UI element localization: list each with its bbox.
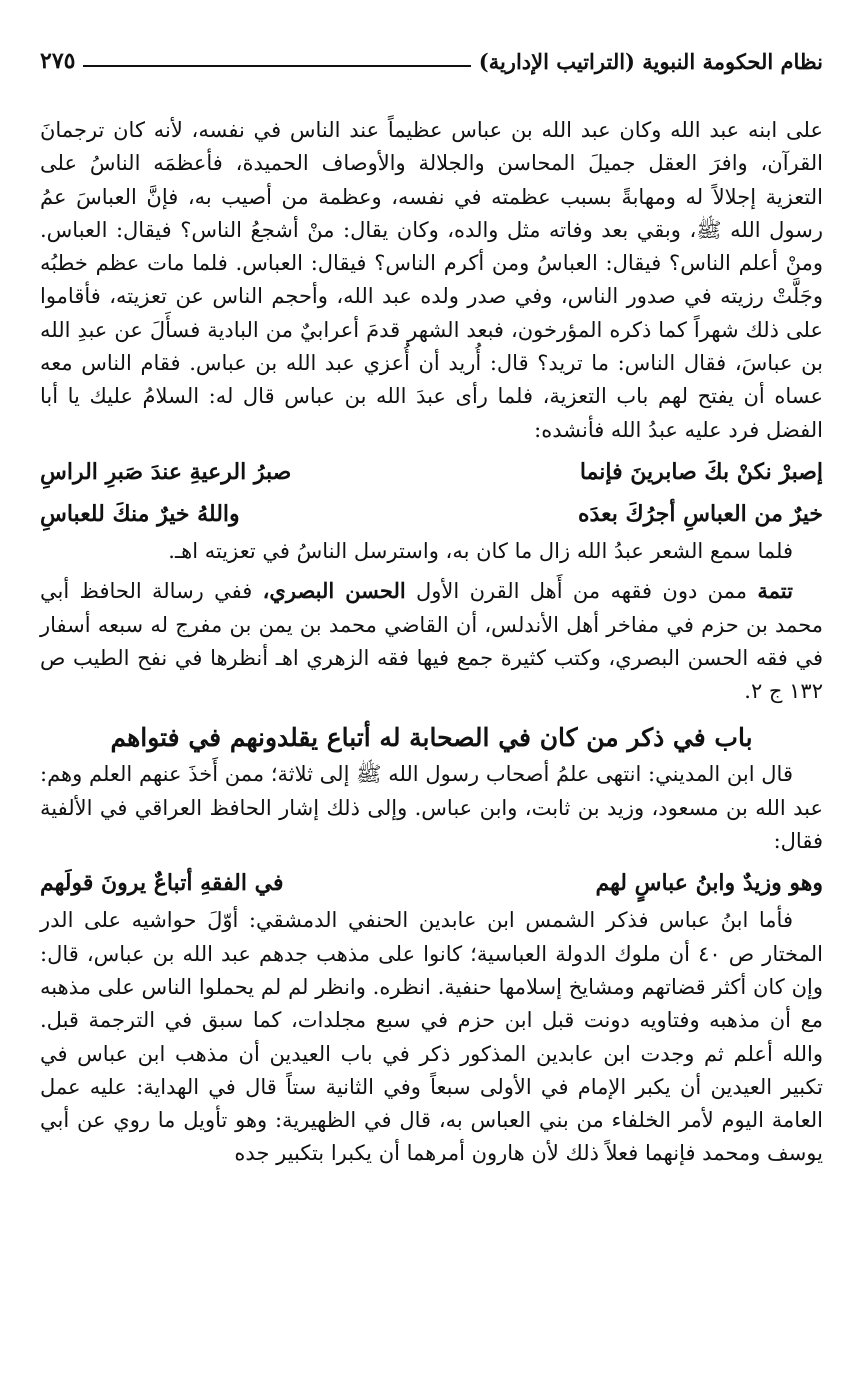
verse-line — [40, 862, 823, 904]
section-heading: باب في ذكر من كان في الصحابة له أتباع يقلدونهم في فتواهم — [110, 723, 753, 753]
verse-first-hemistich: إصبرْ نكنْ بكَ صابرينَ فإنما — [579, 458, 823, 485]
paragraph-tatimma — [40, 574, 823, 708]
verse-line — [40, 451, 823, 493]
page-number: ٢٧٥ — [40, 48, 76, 74]
tatimma-bold-name: الحسن البصري، — [262, 578, 406, 604]
page-body — [40, 114, 823, 1171]
verse-second-hemistich: صبرُ الرعيةِ عندَ صَبرِ الراسِ — [40, 458, 292, 485]
paragraph-abbas-condolence: على ابنه عبد الله وكان عبد الله بن عباس عظيماً عند الناس في نفسه، لأنه كان ترجمانَ القرآن، وافرَ العقل جميلَ المحاسن والجلالة والأوصاف الحميدة، فأعظمَه الناسُ على التعزية إجلالاً له ومهابةً بسبب عظمته في نفسه، وعظمة من أصيب به، فإنَّ العباسَ عمُ رسول الله ﷺ، وبقي بعد وفاته مثل والده، وكان يقال: منْ أشجعُ الناس؟ فيقال: العباس. ومنْ أعلم الناس؟ فيقال: العباسُ ومن أكرم الناس؟ فيقال: العباس. فلما مات عظم خطبُه وجَلَّتْ رزيته في صدور الناس، وفي صدر ولده عبد الله، وأحجم الناس عن تعزيته، فأقاموا على ذلك شهراً كما ذكره المؤرخون، فبعد الشهر قدمَ أعرابيٌ من البادية فسأَلَ عن عبدِ الله بن عباسَ، فقال الناس: ما تريد؟ قال: أُريد أن أُعزي عبد الله بن عباس. فقام الناس معه عساه أن يفتح لهم باب التعزية، فلما رأى عبدَ الله بن عباس قال له: السلامُ عليك يا أبا الفضل فرد عليه عبدُ الله فأنشده: — [40, 118, 823, 442]
verse-first-hemistich: وهو وزيدٌ وابنُ عباسٍ لهم — [595, 870, 823, 897]
verse-line — [40, 493, 823, 535]
verse-second-hemistich: واللهُ خيرٌ منكَ للعباسِ — [40, 500, 240, 527]
tatimma-text-2: ففي رسالة الحافظ أبي محمد بن حزم في مفاخر أهل الأندلس، أن القاضي محمد بن يمن بن مفرج له سبعه أسفار في فقه الحسن البصري، وكتب كثيرة جمع فيها فقه الزهري اهـ أنظرها في نفح الطيب ص ١٣٢ ج ٢. — [40, 579, 823, 704]
paragraph-after-poem: فلما سمع الشعر عبدُ الله زال ما كان به، واسترسل الناسُ في تعزيته اهـ. — [168, 538, 793, 563]
verse-second-hemistich: في الفقهِ أتباعٌ يرونَ قولَهم — [40, 870, 284, 897]
paragraph-ibn-madini: قال ابن المديني: انتهى علمُ أصحاب رسول الله ﷺ إلى ثلاثة؛ ممن أَخذَ عنهم العلم وهم: عبد الله بن مسعود، وزيد بن ثابت، وابن عباس. وإلى ذلك إشار الحافظ العراقي في الألفية فقال: — [40, 762, 823, 854]
header-rule — [83, 65, 470, 67]
tatimma-text-1: ممن دون فقهه من أَهل القرن الأول — [405, 579, 758, 604]
verse-first-hemistich: خيرٌ من العباسِ أجرُكَ بعدَه — [578, 500, 823, 527]
running-header — [40, 40, 823, 74]
paragraph-ibn-abbas-madhhab: فأما ابنُ عباس فذكر الشمس ابن عابدين الحنفي الدمشقي: أوّلَ حواشيه على الدر المختار ص ٤٠ أن ملوك الدولة العباسية؛ كانوا على مذهب جدهم عبد الله بن عباس، قال: وإن كان أكثر قضاتهم ومشايخ إسلامها حنفية. انظره. وانظر لم لم يحملوا الناس على مذهبه مع أن مذهبه وفتاويه دونت قبل ابن حزم في سبع مجلدات، كما سبق في الترجمة قبل. والله أعلم ثم وجدت ابن عابدين المذكور ذكر في باب العيدين أن مذهب ابن عباس في تكبير العيدين أن يكبر الإمام في الأولى سبعاً وفي الثانية ستاً قال في الهداية: عليه عمل العامة اليوم لأمر الخلفاء من بني العباس به، قال في الظهيرية: وهو تأويل ما روي عن أبي يوسف ومحمد فإنهما فعلاً ذلك لأن هارون أمرهما أن يكبرا بتكبير جده — [40, 908, 823, 1166]
tatimma-lead: تتمة — [757, 578, 793, 604]
running-title: نظام الحكومة النبوية (التراتيب الإدارية) — [478, 49, 823, 74]
